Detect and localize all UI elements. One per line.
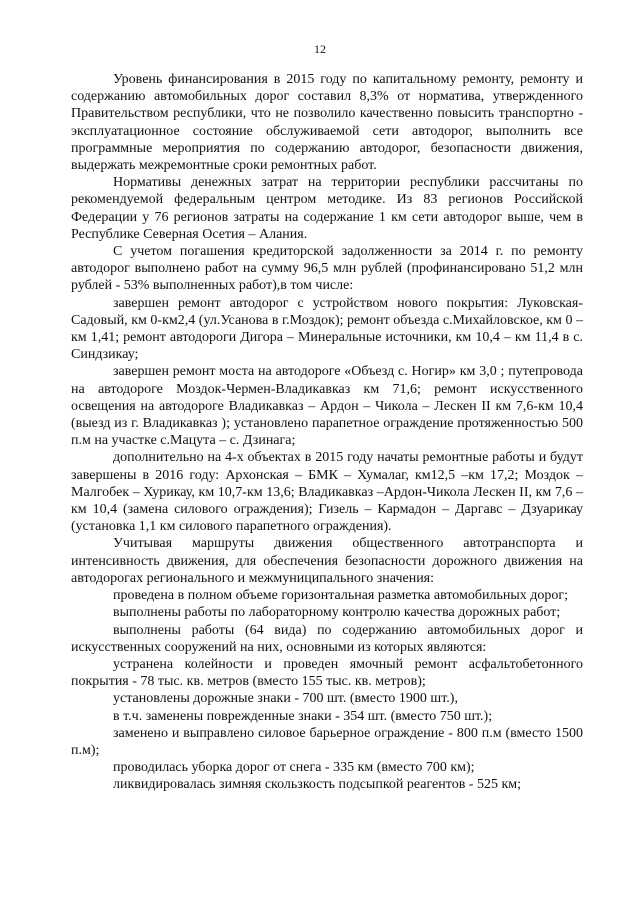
paragraph-cost-norms: Нормативы денежных затрат на территории республики рассчитаны по рекомендуемой федеральным центром методике. Из 83 регионов Российской Федерации у 76 регионов затраты на содержание 1 км сети автодорог выше, чем в Республике Северная Осетия – Алания. xyxy=(71,175,583,242)
paragraph-barrier-fence: заменено и выправлено силовое барьерное ограждение - 800 п.м (вместо 1500 п.м); xyxy=(71,725,583,758)
paragraph-road-marking: проведена в полном объеме горизонтальная разметка автомобильных дорог; xyxy=(113,588,569,604)
paragraph-snow-removal: проводилась уборка дорог от снега - 335 км (вместо 700 км); xyxy=(113,760,475,776)
paragraph-ice-treatment: ликвидировалась зимняя скользкость подсыпкой реагентов - 525 км; xyxy=(113,777,522,793)
document-body xyxy=(71,71,583,794)
paragraph-pothole-repair: устранена колейности и проведен ямочный ремонт асфальтобетонного покрытия - 78 тыс. кв. метров (вместо 155 тыс. кв. метров); xyxy=(71,656,583,690)
paragraph-bridge-repair: завершен ремонт моста на автодороге «Объезд с. Ногир» км 3,0 ; путепровода на автодороге Моздок-Чермен-Владикавказ км 71,6; ремонт искусственного освещения на автодороге Владикавказ – Ардон – Чикола – Лескен II км 7,6-км 10,4 (выезд из г. Владикавказ ); установлено парапетное ограждение протяженностью 500 п.м на участке с.Мацута – с. Дзинага; xyxy=(71,364,583,449)
paragraph-lab-control: выполнены работы по лабораторному контролю качества дорожных работ; xyxy=(113,605,561,621)
page-number: 12 xyxy=(314,42,326,56)
paragraph-maintenance-works: выполнены работы (64 вида) по содержанию автомобильных дорог и искусственных сооружений на них, основными из которых являются: xyxy=(71,622,583,655)
paragraph-additional-objects: дополнительно на 4-х объектах в 2015 году начаты ремонтные работы и будут завершены в 2016 году: Архонская – БМК – Хумалаг, км12,5 –км 17,2; Моздок – Малгобек – Хурикау, км 10,7-км 13,6; Владикавказ –Ардон-Чикола Лескен II, км 7,6 – км 10,4 (замена силового ограждения); Гизель – Кармадон – Даргавс – Дзуарикау (установка 1,1 км силового парапетного ограждения). xyxy=(71,450,583,535)
paragraph-debt-repayment: С учетом погашения кредиторской задолженности за 2014 г. по ремонту автодорог выполнено работ на сумму 96,5 млн рублей (профинансировано 51,2 млн рублей - 53% выполненных работ),в том числе: xyxy=(71,244,583,294)
paragraph-road-repair: завершен ремонт автодорог с устройством нового покрытия: Луковская-Садовый, км 0-км2,4 (ул.Усанова в г.Моздок); ремонт объезда с.Михайловское, км 0 – км 1,41; ремонт автодороги Дигора – Минеральные источники, км 10,4 – км 11,4 в с. Синдзикау; xyxy=(71,295,583,363)
paragraph-funding-level: Уровень финансирования в 2015 году по капитальному ремонту, ремонту и содержанию автомобильных дорог составил 8,3% от норматива, утвержденного Правительством республики, что не позволило качественно повысить транспортно - эксплуатационное состояние обслуживаемой сети автодорог, выполнить все программные мероприятия по содержанию автодорог, безопасности движения, выдержать межремонтные сроки ремонтных работ. xyxy=(71,72,583,174)
paragraph-replaced-signs: в т.ч. заменены поврежденные знаки - 354 шт. (вместо 750 шт.); xyxy=(113,708,493,724)
paragraph-traffic-safety: Учитывая маршруты движения общественного автотранспорта и интенсивность движения, для обеспечения безопасности дорожного движения на автодорогах регионального и межмуниципального значения: xyxy=(71,536,583,586)
paragraph-road-signs: установлены дорожные знаки - 700 шт. (вместо 1900 шт.), xyxy=(113,691,458,707)
